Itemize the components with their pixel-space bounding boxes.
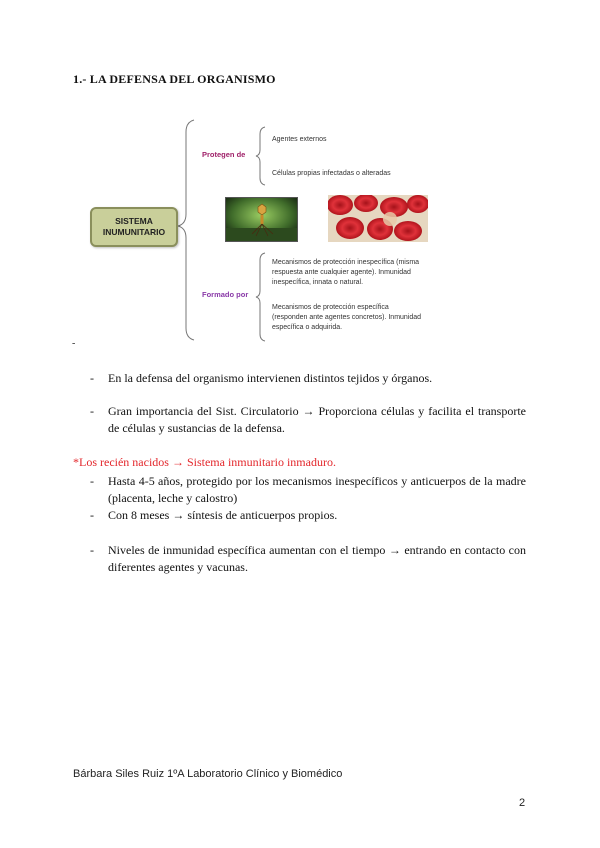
root-box [90,207,178,247]
bottom-item-2: Mecanismos de protección específica (responden ante agentes concretos). Inmunidad específica o adquirida. [272,304,422,331]
page-title: 1.- LA DEFENSA DEL ORGANISMO [73,72,276,86]
top-brace [255,126,267,186]
bullet-last: - Niveles de inmunidad específica aumentan con el tiempo → entrando en contacto con diferentes agentes y vacunas. [90,543,526,574]
sub-bullet-2: - Con 8 meses → síntesis de anticuerpos propios. [90,508,338,522]
bullet-dash: - [90,404,94,418]
sub-bullet-1: - Hasta 4-5 años, protegido por los mecanismos inespecíficos y anticuerpos de la madre (placenta, leche y calostro) [90,474,526,505]
virus-image [225,197,298,242]
bullet-2: - Gran importancia del Sist. Circulatorio → Proporciona células y facilita el transporte de células y sustancias de la defensa. [90,404,526,435]
bullet-dash: - [90,508,94,522]
branch-top-label: Protegen de [202,150,246,159]
bullet-dash: - [90,543,94,557]
bullet-dash: - [90,474,94,488]
top-item-1: Agentes externos [272,136,327,143]
immune-system-diagram [90,118,490,343]
bottom-item-1: Mecanismos de protección inespecífica (misma respuesta ante cualquier agente). Inmunidad inespecífica, innata o natural. [272,259,420,286]
root-line-1: SISTEMA [115,216,153,226]
top-item-2: Células propias infectadas o alteradas [272,170,391,177]
branch-bottom-label: Formado por [202,290,249,299]
footer-author: Bárbara Siles Ruiz 1ºA Laboratorio Clínico y Biomédico [73,768,343,780]
stray-dash: - [72,338,76,349]
bullet-1: - En la defensa del organismo intervienen distintos tejidos y órganos. [90,371,433,385]
bottom-brace [255,252,267,342]
bullet-dash: - [90,371,94,385]
blood-cells-image [328,195,428,242]
red-note: *Los recién nacidos → Sistema inmunitario inmaduro. [73,455,336,469]
root-line-2: INUMUNITARIO [102,227,166,237]
page-number: 2 [519,797,526,809]
